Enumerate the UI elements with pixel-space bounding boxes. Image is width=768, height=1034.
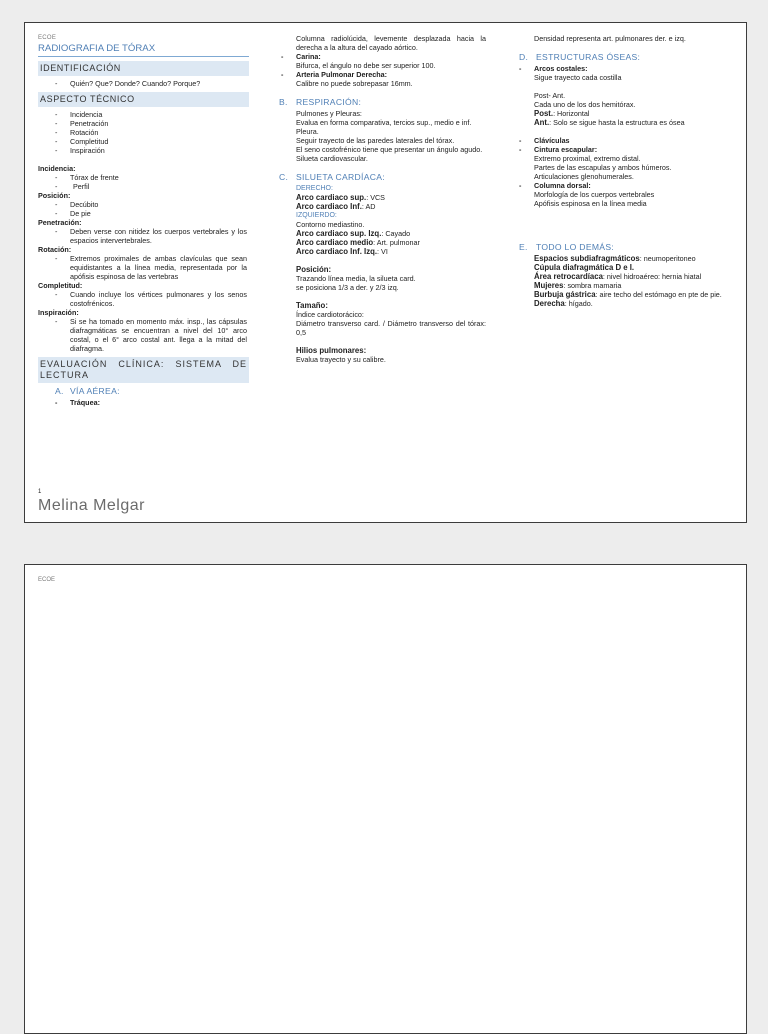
author-name: Melina Melgar <box>38 497 145 514</box>
rotacion-label: Rotación: <box>38 245 72 254</box>
arco-sup-izq-line: Arco cardiaco sup. Izq.: Cayado <box>296 229 411 238</box>
via-aerea-title: VÍA AÉREA: <box>70 386 120 396</box>
list-item: - Inspiración <box>38 146 249 155</box>
letter-b: B. <box>279 97 288 107</box>
document-page-1 <box>24 22 747 523</box>
respiracion-title: RESPIRACIÓN: <box>296 97 362 107</box>
letter-a: A. <box>55 386 64 396</box>
arteria-label: - Arteria Pulmonar Derecha: <box>281 70 388 79</box>
letter-c: C. <box>279 172 289 182</box>
hilios-text: Evalua trayecto y su calibre. <box>296 355 386 364</box>
list-item: - Penetración <box>38 119 249 128</box>
completitud-text: - Cuando incluye los vértices pulmonares y los senos costofrénicos. <box>38 290 249 308</box>
carina-text: Bifurca, el ángulo no debe ser superior 100. <box>296 61 436 70</box>
section-aspecto-heading: ASPECTO TÉCNICO <box>38 92 249 107</box>
rotacion-text: - Extremos proximales de ambas clavículas que sean equidistantes a la línea media, representada por la apófisis espinosa de las vertebras <box>38 254 249 281</box>
arco-medio-line: Arco cardiaco medio: Art. pulmonar <box>296 238 420 247</box>
silueta-heading <box>279 172 486 183</box>
inspiracion-label: Inspiración: <box>38 308 79 317</box>
respiracion-heading <box>279 97 486 108</box>
respiracion-line: El seno costofrénico tiene que presentar un ángulo agudo. <box>296 145 483 154</box>
arco-inf-line: Arco cardiaco Inf.: AD <box>296 202 376 211</box>
list-item: - Quién? Que? Donde? Cuando? Porque? <box>38 79 249 88</box>
arcos-label: - Arcos costales: <box>519 64 588 73</box>
columna-line: Morfología de los cuerpos vertebrales <box>534 190 655 199</box>
posicion-card-line: Trazando línea media, la silueta card. <box>296 274 416 283</box>
inspiracion-text: - Si se ha tomado en momento máx. insp., las cápsulas diafragmáticas se encuentran a nivel del 10° arco costal, o el 6° arco costal ant. llega a la mitad del diafragma. <box>38 317 249 353</box>
column-2 <box>279 34 486 364</box>
arco-sup-line: Arco cardiaco sup.: VCS <box>296 193 385 202</box>
penetracion-label: Penetración: <box>38 218 82 227</box>
carina-label: - Carina: <box>281 52 321 61</box>
silueta-title: SILUETA CARDÍACA: <box>296 172 385 182</box>
penetracion-text: - Deben verse con nitidez los cuerpos vertebrales y los espacios intervertebrales. <box>38 227 249 245</box>
list-item: - Incidencia <box>38 110 249 119</box>
hilios-label: Hilios pulmonares: <box>296 346 367 355</box>
densidad-text: Densidad representa art. pulmonares der. e izq. <box>534 34 686 43</box>
column-3 <box>519 34 727 308</box>
page-number: 1 <box>38 489 42 495</box>
via-aerea-heading <box>38 386 249 397</box>
list-item: - Tórax de frente <box>38 173 249 182</box>
posicion-card-line: se posiciona 1/3 a der. y 2/3 izq. <box>296 283 399 292</box>
tamano-line: Diámetro transverso card. / Diámetro transverso del tórax: 0,5 <box>296 319 486 337</box>
mujeres-line: Mujeres: sombra mamaria <box>534 281 622 290</box>
espacios-line: Espacios subdiafragmáticos: neumoperitoneo <box>534 254 696 263</box>
todo-heading <box>519 242 727 253</box>
columna-line: Apófisis espinosa en la línea media <box>534 199 647 208</box>
estructuras-title: ESTRUCTURAS ÓSEAS: <box>536 52 641 62</box>
list-item: - De pie <box>38 209 249 218</box>
contorno-text: Contorno mediastino. <box>296 220 365 229</box>
posicion-label: Posición: <box>38 191 71 200</box>
tamano-line: Índice cardiotorácico: <box>296 310 364 319</box>
respiracion-line: Seguir trayecto de las paredes laterales del tórax. <box>296 136 455 145</box>
respiracion-line: Pulmones y Pleuras: <box>296 109 362 118</box>
letter-d: D. <box>519 52 529 62</box>
cintura-line: Extremo proximal, extremo distal. <box>534 154 641 163</box>
arco-inf-izq-line: Arco cardiaco Inf. Izq.: VI <box>296 247 388 256</box>
traquea-label: - Tráquea: <box>38 398 249 407</box>
traquea-text: Columna radiolúcida, levemente desplazada hacia la derecha a la altura del cayado aórtico. <box>296 34 486 52</box>
respiracion-line: Pleura. <box>296 127 319 136</box>
column-1 <box>38 34 249 407</box>
derecho-label: DERECHO: <box>296 185 333 192</box>
respiracion-line: Evalua en forma comparativa, tercios sup., medio e inf. <box>296 118 472 127</box>
tamano-label: Tamaño: <box>296 301 328 310</box>
document-title: RADIOGRAFIA DE TÓRAX <box>38 43 249 57</box>
list-item: - Rotación <box>38 128 249 137</box>
list-item: - Perfil <box>38 182 249 191</box>
cada-uno-text: Cada uno de los dos hemitórax. <box>534 100 636 109</box>
list-item: - Completitud <box>38 137 249 146</box>
posicion-card-label: Posición: <box>296 265 332 274</box>
izquierdo-label: IZQUIERDO: <box>296 212 337 219</box>
respiracion-line: Silueta cardiovascular. <box>296 154 368 163</box>
arteria-text: Calibre no puede sobrepasar 16mm. <box>296 79 413 88</box>
incidencia-label: Incidencia: <box>38 164 76 173</box>
estructuras-heading <box>519 52 727 63</box>
header-label: ECOE <box>38 577 56 583</box>
list-item: - Decúbito <box>38 200 249 209</box>
todo-title: TODO LO DEMÁS: <box>536 242 615 252</box>
area-line: Área retrocardíaca: nivel hidroaéreo: hernia hiatal <box>534 272 702 281</box>
letter-e: E. <box>519 242 528 252</box>
cupula-line: Cúpula diafragmática D e I. <box>534 263 635 272</box>
post-line: Post.: Horizontal <box>534 109 590 118</box>
burbuja-line: Burbuja gástrica: aire techo del estómago en pte de pie. <box>534 290 722 299</box>
completitud-label: Completitud: <box>38 281 83 290</box>
ant-line: Ant.: Solo se sigue hasta la estructura es ósea <box>534 118 685 127</box>
cintura-label: - Cintura escapular: <box>519 145 598 154</box>
section-identificacion-heading: IDENTIFICACIÓN <box>38 61 249 76</box>
claviculas-label: - Clávículas <box>519 136 570 145</box>
derecha-line: Derecha: hígado. <box>534 299 593 308</box>
post-ant-text: Post- Ant. <box>534 91 566 100</box>
document-page-2 <box>24 564 747 1034</box>
header-label: ECOE <box>38 35 57 41</box>
section-evaluacion-heading: EVALUACIÓN CLÍNICA: SISTEMA DE LECTURA <box>38 357 249 383</box>
cintura-line: Partes de las escapulas y ambos húmeros. <box>534 163 672 172</box>
cintura-line: Articulaciones glenohumerales. <box>534 172 634 181</box>
arcos-text: Sigue trayecto cada costilla <box>534 73 622 82</box>
columna-label: - Columna dorsal: <box>519 181 591 190</box>
